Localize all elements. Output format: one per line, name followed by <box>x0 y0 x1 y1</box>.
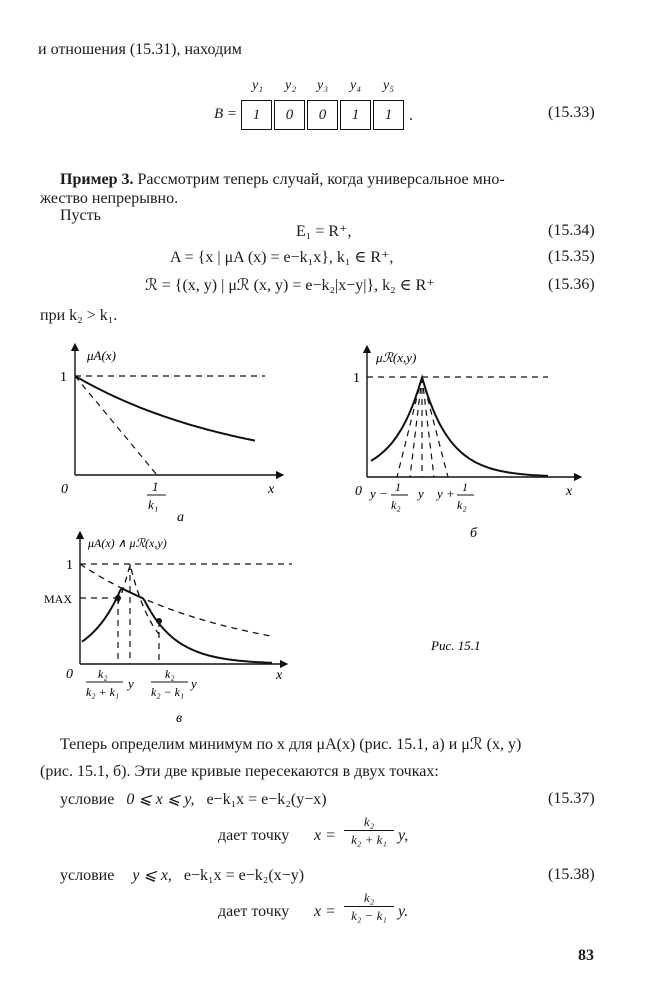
vector-header: y₃ <box>317 78 329 93</box>
panel-b-one: 1 <box>353 371 360 386</box>
condition-row <box>60 866 304 886</box>
vector-header: y₅ <box>383 78 395 93</box>
panel-c <box>44 535 292 726</box>
fraction-numerator: k₂ <box>344 890 394 907</box>
fraction-tail: y, <box>398 827 409 844</box>
panel-a-origin: 0 <box>61 482 68 497</box>
panel-c-t2-den: k₂ − k₁ <box>151 685 185 699</box>
vector-header: y₄ <box>350 78 362 93</box>
panel-c-letter: в <box>176 711 183 726</box>
fraction-denominator: k₂ + k₁ <box>351 832 387 847</box>
panel-b-xlabel: x <box>566 484 573 499</box>
vector-cell: 1 <box>373 100 404 130</box>
panel-c-xlabel: x <box>276 668 283 683</box>
intersection-point-2 <box>156 618 162 624</box>
condition-label: условие <box>60 867 115 884</box>
exp-curve-dashed <box>80 564 272 636</box>
panel-a-tick-num: 1 <box>152 479 159 494</box>
panel-b-tick-den: k₂ <box>391 498 401 512</box>
after-line-1: Теперь определим минимум по x для μA(x) (рис. 15.1, а) и μℛ (x, y) <box>60 736 522 753</box>
panel-b-tick-num: 1 <box>395 480 401 494</box>
intro-line: и отношения (15.31), находим <box>38 41 242 58</box>
vector-header: y₂ <box>285 78 297 93</box>
equation-number: (15.37) <box>548 790 595 807</box>
panel-c-t2-num: k₂ <box>165 667 175 681</box>
equation-number: (15.38) <box>548 866 595 883</box>
membership-curve-r <box>371 378 548 476</box>
panel-c-one: 1 <box>66 558 73 573</box>
equation-number: (15.36) <box>548 276 595 293</box>
equation-number: (15.34) <box>548 222 595 239</box>
panel-b-letter: б <box>470 526 478 541</box>
figure-15-1 <box>0 335 649 735</box>
fraction-denominator: k₂ − k₁ <box>351 908 387 923</box>
example-label: Пример 3. <box>60 171 134 188</box>
panel-b-tick-mid: y <box>418 486 424 501</box>
inner-right <box>422 377 434 477</box>
panel-a-letter: а <box>177 510 184 525</box>
figure-caption: Рис. 15.1 <box>431 638 481 653</box>
vector-cell: 0 <box>274 100 305 130</box>
panel-a-tick-den: k₁ <box>148 497 159 512</box>
x-lhs: x = <box>314 903 336 920</box>
equation-number: (15.35) <box>548 248 595 265</box>
condition-equation: e−k₁x = e−k₂(y−x) <box>206 791 327 808</box>
vector-name: B = <box>214 106 238 122</box>
panel-c-t1-var: y <box>128 676 134 691</box>
panel-c-t1-den: k₂ + k₁ <box>86 685 120 699</box>
vector-cell: 1 <box>340 100 371 130</box>
example-let: Пусть <box>60 207 101 224</box>
fraction-numerator: k₂ <box>344 814 394 831</box>
panel-b <box>353 349 578 541</box>
inner-left <box>410 377 422 477</box>
vector-cell: 0 <box>307 100 338 130</box>
after-line-2: (рис. 15.1, б). Эти две кривые пересекаются в двух точках: <box>40 763 439 780</box>
gives-point: дает точку <box>218 903 290 920</box>
condition-equation: e−k₁x = e−k₂(x−y) <box>183 867 305 884</box>
vector-cell: 1 <box>241 100 272 130</box>
panel-b-ylabel: μℛ(x,y) <box>376 350 417 365</box>
condition-row <box>60 790 327 810</box>
panel-c-max: MAX <box>44 592 73 606</box>
example-line-1 <box>60 170 505 190</box>
panel-b-origin: 0 <box>355 484 362 499</box>
gives-point: дает точку <box>218 827 290 844</box>
panel-a <box>60 347 280 525</box>
peak-curve-dashed <box>118 565 159 634</box>
example-text: Рассмотрим теперь случай, когда универсальное мно- <box>137 171 505 188</box>
equation: E₁ = R⁺, <box>296 223 352 240</box>
equation-number: (15.33) <box>548 104 595 121</box>
vector-header: y₁ <box>252 78 264 93</box>
panel-b-tick-right: y + <box>437 486 455 501</box>
panel-c-origin: 0 <box>66 667 73 682</box>
fraction-tail: y. <box>398 903 409 920</box>
panel-c-t1-num: k₂ <box>98 667 108 681</box>
condition: при k₂ > k₁. <box>40 307 118 324</box>
panel-c-t2-var: y <box>191 676 197 691</box>
tangent-line <box>75 376 157 475</box>
condition-range: 0 ⩽ x ⩽ y, <box>126 791 195 808</box>
membership-curve-a <box>75 376 255 441</box>
panel-a-one: 1 <box>60 370 67 385</box>
panel-c-ylabel: μA(x) ∧ μℛ(x,y) <box>88 536 167 550</box>
condition-label: условие <box>60 791 115 808</box>
x-lhs: x = <box>314 827 336 844</box>
example-line-2: жество непрерывно. <box>40 190 179 207</box>
panel-b-tick-left: y − <box>370 486 388 501</box>
intersection-point-1 <box>115 595 121 601</box>
panel-b-tick-den: k₂ <box>457 498 467 512</box>
panel-a-xlabel: x <box>268 482 275 497</box>
equation: A = {x | μA (x) = e−k₁x}, k₁ ∈ R⁺, <box>170 249 394 266</box>
panel-a-ylabel: μA(x) <box>87 348 116 363</box>
vector-end: . <box>409 107 413 124</box>
panel-b-tick-num: 1 <box>462 480 468 494</box>
min-curve <box>82 588 272 662</box>
condition-range: y ⩽ x, <box>132 867 172 884</box>
equation: ℛ = {(x, y) | μℛ (x, y) = e−k₂|x−y|}, k₂ ∈ R⁺ <box>145 277 435 294</box>
page-number: 83 <box>578 947 594 964</box>
